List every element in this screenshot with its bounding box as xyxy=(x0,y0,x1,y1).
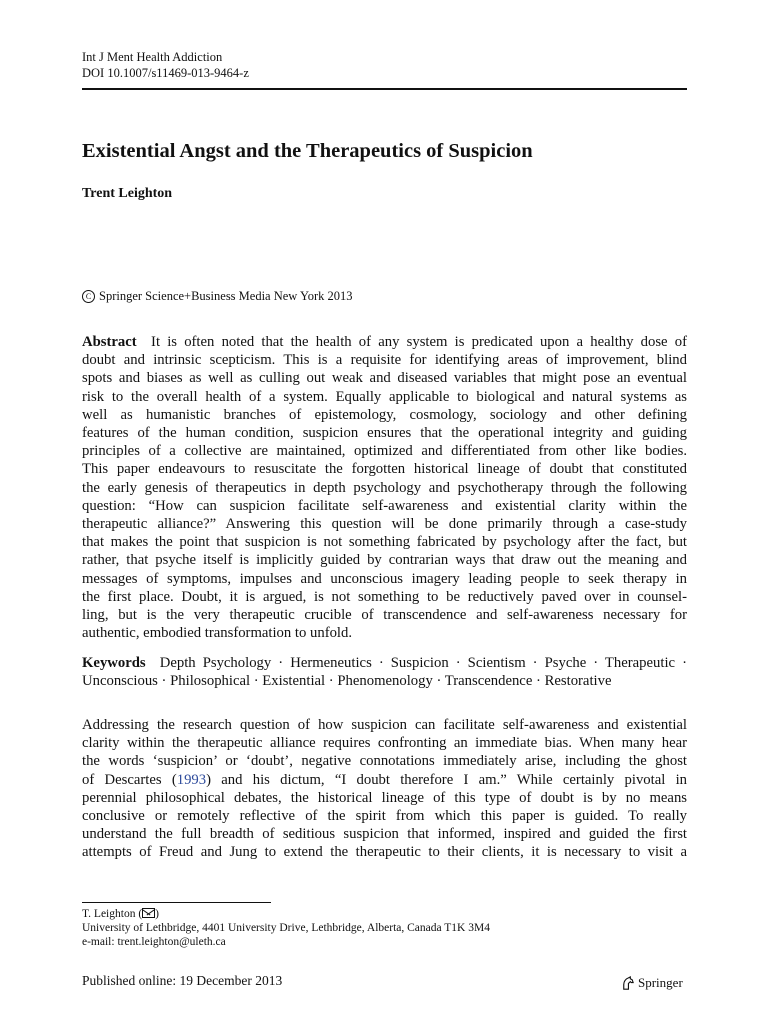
body-line: clarity within the therapeutic alliance requires confronting an immediate bias. When many hear xyxy=(82,735,687,752)
abstract-line: question: “How can suspicion facilitate self-awareness and existential clarity within the xyxy=(82,497,687,514)
keywords-label: Keywords xyxy=(82,655,146,671)
copyright-line xyxy=(82,289,353,304)
journal-name: Int J Ment Health Addiction xyxy=(82,50,223,64)
abstract-line: rather, that psyche itself is implicitly guided by contrarian ways that draw out the meaning and xyxy=(82,552,687,569)
abstract-line: authentic, embodied transformation to unfold. xyxy=(82,625,353,642)
abstract-line: therapeutic alliance?” Answering this question will be done primarily through a case-study xyxy=(82,516,687,533)
abstract-line: principles of a collective are maintained, optimized and differentiated from other like bodies. xyxy=(82,443,687,460)
journal-header xyxy=(82,49,249,81)
abstract-line: that makes the point that suspicion is not something fabricated by psychology after the fact, but xyxy=(82,534,687,551)
article-author: Trent Leighton xyxy=(82,186,173,201)
publisher-logo xyxy=(620,975,683,991)
footnote-address: University of Lethbridge, 4401 University Drive, Lethbridge, Alberta, Canada T1K 3M4 xyxy=(82,922,490,934)
abstract-line: doubt and intrinsic scepticism. This is a requisite for identifying areas of improvement, blind xyxy=(82,352,687,369)
abstract-line: spots and biases as well as culling out weak and diseased variables that might pose an eventual xyxy=(82,370,687,387)
body-line: the words ‘suspicion’ or ‘doubt’, negative connotations immediately arise, including the ghost xyxy=(82,753,687,770)
abstract-line: ling, but is the very therapeutic crucible of transcendence and self-awareness necessary for xyxy=(82,607,687,624)
footnote-author: T. Leighton ( ) xyxy=(82,908,159,920)
abstract-label: Abstract xyxy=(82,334,137,350)
citation-link[interactable]: 1993 xyxy=(176,771,207,788)
article-title: Existential Angst and the Therapeutics of Suspicion xyxy=(82,140,533,162)
abstract-line: well as humanistic branches of epistemology, cosmology, sociology and other defining xyxy=(82,406,687,423)
abstract xyxy=(82,333,687,642)
publisher-name: Springer xyxy=(638,975,683,990)
envelope-icon xyxy=(142,908,155,918)
keywords xyxy=(82,654,687,690)
abstract-line: messages of symptoms, impulses and unconscious imagery leading people to seek therapy in xyxy=(82,570,687,587)
abstract-line: risk to the overall health of a system. Equally applicable to biological and natural systems as xyxy=(82,388,687,405)
footnote-email: e-mail: trent.leighton@uleth.ca xyxy=(82,936,226,948)
copyright-text: Springer Science+Business Media New York 2013 xyxy=(99,289,353,303)
springer-horse-icon xyxy=(620,976,635,991)
abstract-line: the early genesis of therapeutics in depth psychology and psychotherapy through the following xyxy=(82,479,687,496)
journal-doi: DOI 10.1007/s11469-013-9464-z xyxy=(82,66,249,80)
abstract-line: Abstract It is often noted that the health of any system is predicated upon a healthy dose of xyxy=(82,334,687,350)
header-rule xyxy=(82,88,687,90)
published-date: Published online: 19 December 2013 xyxy=(82,973,283,988)
body-text xyxy=(82,716,687,862)
body-line: perennial philosophical debates, the historical lineage of this type of doubt is by no means xyxy=(82,789,687,806)
body-line: conclusive or remotely reflective of the spirit from which this paper is guided. To really xyxy=(82,808,687,825)
abstract-line: the first place. Doubt, it is argued, is not something to be reductively paved over in counsel- xyxy=(82,588,687,605)
body-line: understand the full breadth of seditious suspicion that informed, inspired and guided the first xyxy=(82,826,687,843)
abstract-line: features of the human condition, suspicion ensures that the operational integrity and guiding xyxy=(82,425,687,442)
abstract-line: This paper endeavours to resuscitate the forgotten historical lineage of doubt that constituted xyxy=(82,461,687,478)
footnote-rule xyxy=(82,902,271,903)
copyright-icon: C xyxy=(82,290,95,303)
body-line: attempts of Freud and Jung to extend the therapeutic to their clients, it is necessary to visit a xyxy=(82,844,687,861)
keywords-line: Keywords Depth Psychology · Hermeneutics · Suspicion · Scientism · Psyche · Therapeutic · xyxy=(82,655,687,671)
body-line: Addressing the research question of how suspicion can facilitate self-awareness and existential xyxy=(82,717,687,733)
body-line: of Descartes (1993) and his dictum, “I doubt therefore I am.” While certainly pivotal in xyxy=(82,771,687,788)
keywords-line: Unconscious · Philosophical · Existential · Phenomenology · Transcendence · Restorative xyxy=(82,673,612,690)
footnote xyxy=(82,907,490,949)
